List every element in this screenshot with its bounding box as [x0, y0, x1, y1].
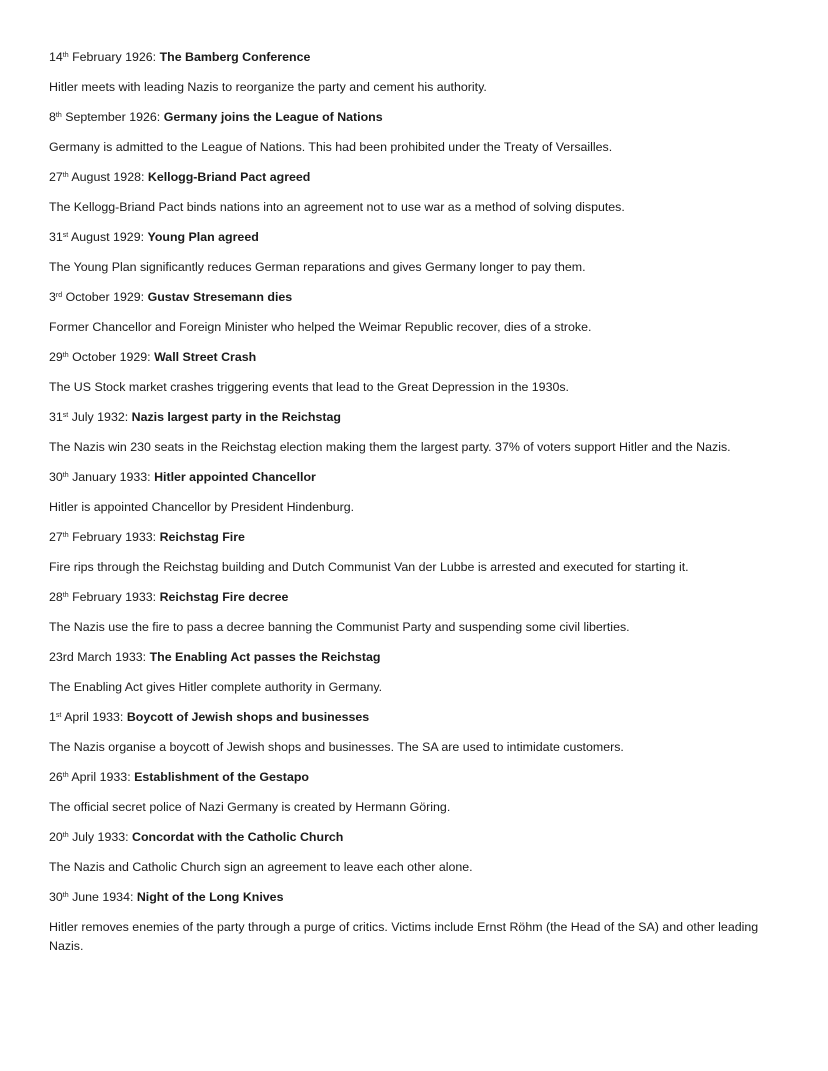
entry-day-suffix: th: [55, 112, 62, 119]
entry-title: Reichstag Fire: [159, 530, 245, 544]
entry-day: 1: [49, 710, 56, 724]
entry-day: 26: [49, 770, 63, 784]
entry-description: The official secret police of Nazi Germany is created by Hermann Göring.: [49, 800, 451, 814]
entry-title: Wall Street Crash: [154, 350, 257, 364]
entry-description: Hitler is appointed Chancellor by President Hindenburg.: [49, 500, 355, 514]
entry-heading: [49, 828, 779, 847]
entry-title: Young Plan agreed: [147, 230, 259, 244]
timeline-entry: [49, 408, 779, 457]
entry-date: April 1933:: [68, 770, 135, 784]
entry-title: The Enabling Act passes the Reichstag: [149, 650, 381, 664]
entry-heading: [49, 648, 779, 667]
timeline-entry: [49, 528, 779, 577]
entry-description: Hitler removes enemies of the party through a purge of critics. Victims include Ernst Röhm (the Head of the SA) and other leading Nazis.: [49, 920, 759, 953]
timeline-entry: [49, 888, 779, 956]
entry-title: Boycott of Jewish shops and businesses: [126, 710, 370, 724]
entry-day-suffix: th: [62, 472, 69, 479]
entry-title: Hitler appointed Chancellor: [154, 470, 316, 484]
entry-day: 20: [49, 830, 63, 844]
entry-heading: [49, 48, 779, 67]
entry-day: 23rd: [49, 650, 74, 664]
entry-title: Germany joins the League of Nations: [163, 110, 383, 124]
entry-day: 28: [49, 590, 63, 604]
entry-date: July 1932:: [68, 410, 132, 424]
entry-day-suffix: th: [62, 772, 69, 779]
timeline-entry: [49, 168, 779, 217]
entry-day: 31: [49, 230, 63, 244]
entry-date: August 1929:: [68, 230, 148, 244]
timeline-entry: [49, 828, 779, 877]
entry-heading: [49, 768, 779, 787]
entry-heading: [49, 228, 779, 247]
entry-date: July 1933:: [68, 830, 133, 844]
entry-date: February 1933:: [68, 590, 160, 604]
entry-description: Germany is admitted to the League of Nations. This had been prohibited under the Treaty of Versailles.: [49, 140, 613, 154]
entry-title: Nazis largest party in the Reichstag: [131, 410, 341, 424]
entry-description: Fire rips through the Reichstag building and Dutch Communist Van der Lubbe is arrested and executed for starting it.: [49, 560, 689, 574]
timeline-entry: [49, 48, 779, 97]
entry-description: The Nazis organise a boycott of Jewish shops and businesses. The SA are used to intimidate customers.: [49, 740, 624, 754]
entry-day-suffix: rd: [55, 292, 63, 299]
entry-date: March 1933:: [73, 650, 150, 664]
entry-day-suffix: th: [62, 892, 69, 899]
entry-title: Night of the Long Knives: [136, 890, 284, 904]
timeline-entry: [49, 468, 779, 517]
entry-description: The Nazis use the fire to pass a decree banning the Communist Party and suspending some civil liberties.: [49, 620, 630, 634]
entry-heading: [49, 408, 779, 427]
entry-day: 29: [49, 350, 63, 364]
entry-description: The Young Plan significantly reduces German reparations and gives Germany longer to pay them.: [49, 260, 586, 274]
entry-day-suffix: th: [62, 532, 69, 539]
entry-day-suffix: st: [62, 412, 69, 419]
entry-day-suffix: st: [62, 232, 69, 239]
entry-day: 27: [49, 170, 63, 184]
entry-day-suffix: th: [62, 172, 69, 179]
entry-day: 31: [49, 410, 63, 424]
entry-heading: [49, 588, 779, 607]
entry-day-suffix: th: [62, 592, 69, 599]
timeline-document: [49, 48, 779, 967]
entry-title: Kellogg-Briand Pact agreed: [147, 170, 311, 184]
timeline-entry: [49, 708, 779, 757]
entry-heading: [49, 528, 779, 547]
entry-day: 8: [49, 110, 56, 124]
entry-day-suffix: st: [55, 712, 62, 719]
timeline-entry: [49, 768, 779, 817]
entry-day: 30: [49, 470, 63, 484]
entry-date: September 1926:: [61, 110, 164, 124]
timeline-entry: [49, 228, 779, 277]
entry-day-suffix: th: [62, 352, 69, 359]
timeline-entry: [49, 648, 779, 697]
entry-heading: [49, 108, 779, 127]
entry-description: The Nazis and Catholic Church sign an agreement to leave each other alone.: [49, 860, 473, 874]
entry-title: Reichstag Fire decree: [159, 590, 289, 604]
entry-day: 3: [49, 290, 56, 304]
entry-day-suffix: th: [62, 52, 69, 59]
entry-date: October 1929:: [68, 350, 155, 364]
entry-heading: [49, 888, 779, 907]
entry-description: The Enabling Act gives Hitler complete authority in Germany.: [49, 680, 383, 694]
entry-description: Former Chancellor and Foreign Minister who helped the Weimar Republic recover, dies of a stroke.: [49, 320, 592, 334]
entry-date: February 1933:: [68, 530, 160, 544]
timeline-entry: [49, 288, 779, 337]
entry-title: Establishment of the Gestapo: [134, 770, 309, 784]
entry-day-suffix: th: [62, 832, 69, 839]
entry-description: Hitler meets with leading Nazis to reorganize the party and cement his authority.: [49, 80, 487, 94]
timeline-entry: [49, 348, 779, 397]
entry-title: Concordat with the Catholic Church: [132, 830, 344, 844]
entry-date: January 1933:: [68, 470, 155, 484]
entry-heading: [49, 708, 779, 727]
entry-date: February 1926:: [68, 50, 160, 64]
entry-title: Gustav Stresemann dies: [147, 290, 293, 304]
entry-date: June 1934:: [68, 890, 137, 904]
entry-title: The Bamberg Conference: [159, 50, 311, 64]
entry-heading: [49, 468, 779, 487]
entry-description: The Nazis win 230 seats in the Reichstag election making them the largest party. 37% of voters support Hitler and the Nazis.: [49, 440, 731, 454]
entry-day: 27: [49, 530, 63, 544]
entry-heading: [49, 348, 779, 367]
entry-day: 14: [49, 50, 63, 64]
entry-description: The US Stock market crashes triggering events that lead to the Great Depression in the 1930s.: [49, 380, 569, 394]
timeline-entry: [49, 588, 779, 637]
entry-date: August 1928:: [68, 170, 148, 184]
entry-date: October 1929:: [62, 290, 148, 304]
entry-heading: [49, 288, 779, 307]
entry-heading: [49, 168, 779, 187]
timeline-entry: [49, 108, 779, 157]
entry-description: The Kellogg-Briand Pact binds nations into an agreement not to use war as a method of solving disputes.: [49, 200, 625, 214]
entry-day: 30: [49, 890, 63, 904]
entry-date: April 1933:: [61, 710, 127, 724]
